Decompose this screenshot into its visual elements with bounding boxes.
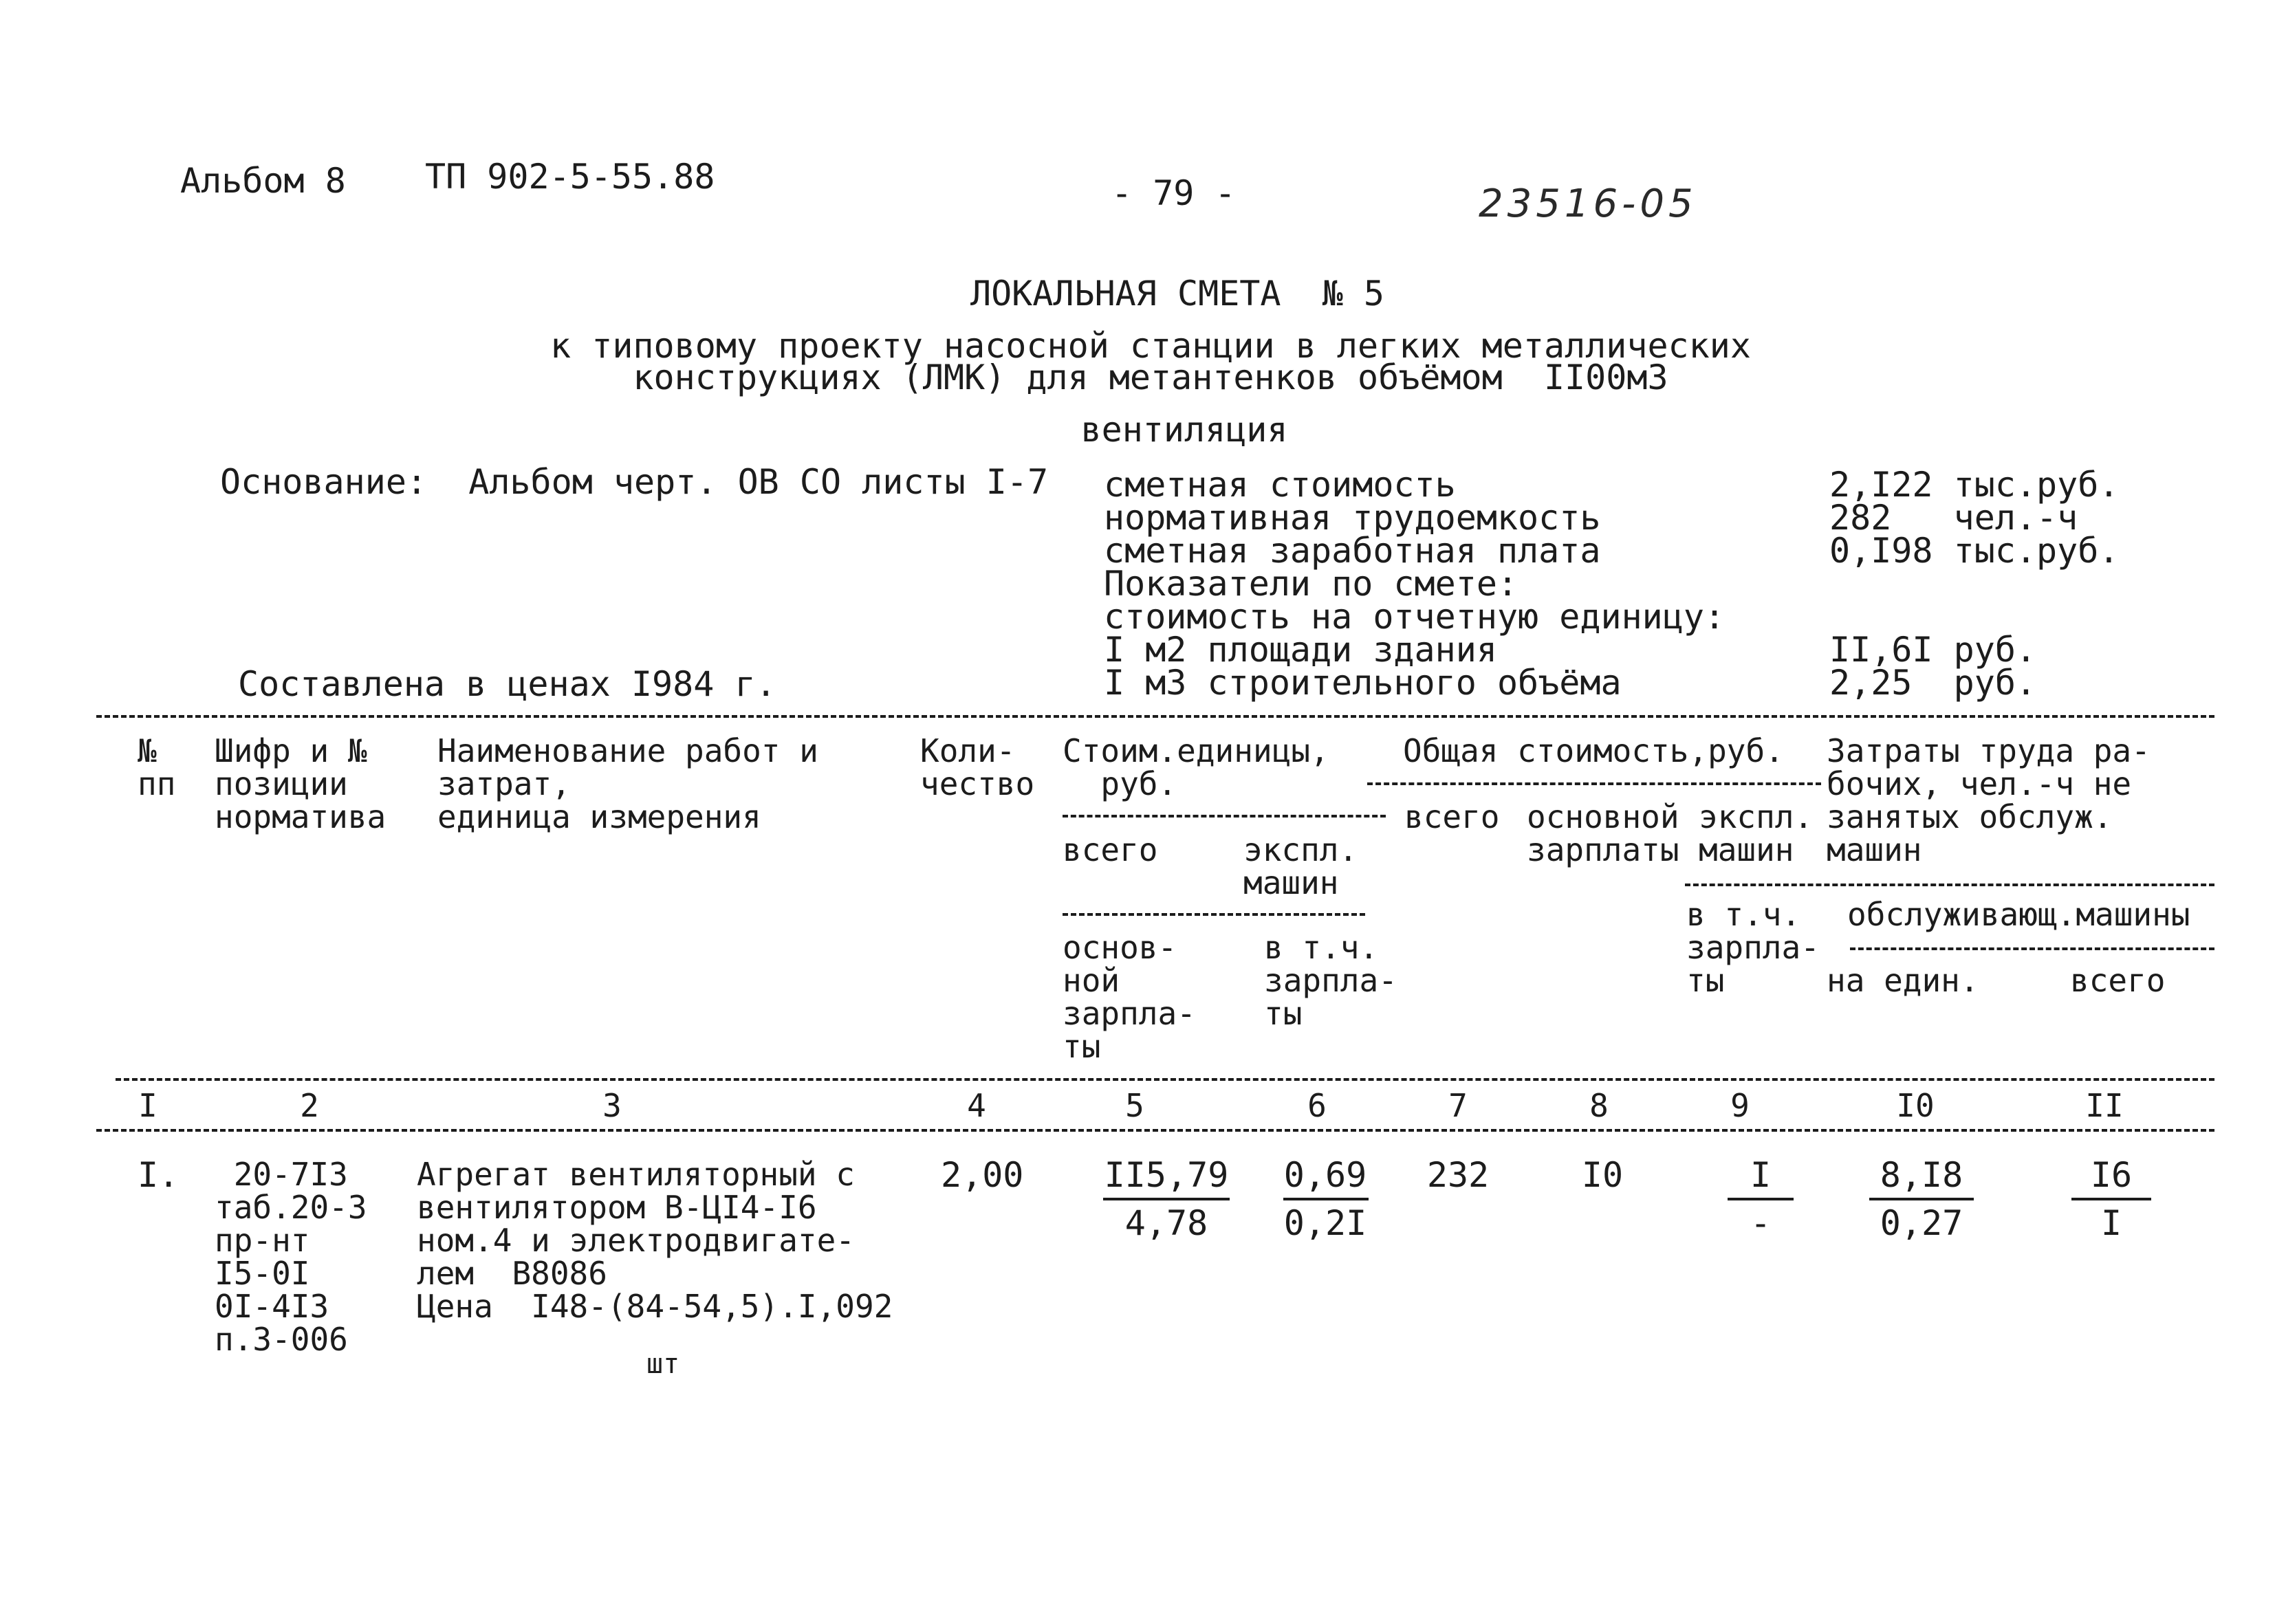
summary-label-labor: нормативная трудоемкость [1104,498,1601,538]
row-unit-total: II5,79 [1104,1155,1229,1195]
column-numbers-row [0,1089,2275,1125]
colnum-2: 2 [300,1087,319,1124]
row-labor-per-unit: 8,I8 [1880,1155,1963,1195]
header-total-machines: экспл. машин [1699,798,1814,868]
row-qty: 2,00 [941,1155,1024,1195]
colnum-1: I [138,1087,157,1124]
labor-total-underline [2071,1198,2151,1200]
row-labor-total: I6 [2090,1155,2133,1195]
row-num: I. [138,1155,179,1195]
column-numbers-top-rule [116,1078,2214,1081]
header-name: Наименование работ и затрат, единица измерения [437,732,818,835]
colnum-7: 7 [1448,1087,1468,1124]
row-unit-incl-wage: 0,2I [1283,1203,1367,1243]
header-labor-service: обслуживающ.машины [1847,896,2190,933]
row-labor-service-total: I [2100,1203,2122,1243]
summary-value-wage: 0,I98 тыс.руб. [1829,531,2120,571]
unit-wage-subrule [1063,913,1365,916]
colnum-5: 5 [1125,1087,1144,1124]
colnum-4: 4 [967,1087,986,1124]
row-unit-machines: 0,69 [1283,1155,1367,1195]
header-total-incl-wage: в т.ч. зарпла- ты [1686,896,1820,999]
header-labor: Затраты труда ра- бочих, чел.-ч не занятых обслуж. машин [1827,732,2151,868]
labor-service-subrule [1850,947,2214,950]
summary-label-indicators: Показатели по смете: [1104,564,1519,604]
summary-label-cost: сметная стоимость [1104,465,1456,505]
header-labor-total: всего [2070,962,2166,999]
summary-label-volume: I м3 строительного объёма [1104,663,1622,703]
header-unit-machines: экспл. машин [1243,831,1358,901]
summary-label-area: I м2 площади здания [1104,630,1497,670]
unit-total-underline [1103,1198,1230,1200]
basis: Основание: Альбом черт. ОВ СО листы I-7 [220,462,1049,502]
row-total-machines: I [1750,1155,1772,1195]
total-machines-underline [1728,1198,1794,1200]
summary-value-cost: 2,I22 тыс.руб. [1829,465,2120,505]
summary-label-wage: сметная заработная плата [1104,531,1601,571]
colnum-3: 3 [602,1087,622,1124]
section-name: вентиляция [1080,410,1288,450]
colnum-11: II [2085,1087,2124,1124]
row-total-wage: I0 [1581,1155,1624,1195]
colnum-10: I0 [1896,1087,1935,1124]
project-code: ТП 902-5-55.88 [425,157,715,197]
labor-per-unit-underline [1869,1198,1974,1200]
colnum-9: 9 [1730,1087,1750,1124]
summary-value-area: II,6I руб. [1829,630,2037,670]
header-total-wage: основной зарплаты [1527,798,1679,868]
header-code: Шифр и № позиции норматива [215,732,387,835]
total-cost-subrule [1367,782,1821,785]
row-unit: шт [646,1348,680,1380]
header-unit-incl-wage: в т.ч. зарпла- ты [1264,929,1397,1032]
summary-label-per-unit: стоимость на отчетную единицу: [1104,597,1726,637]
title-line-1: к типовому проекту насосной станции в легких металлических [550,326,1751,366]
header-unit-total: всего [1063,831,1158,868]
row-total-incl-wage: - [1750,1203,1772,1243]
table-row [0,1155,2275,1380]
row-name: Агрегат вентиляторный с вентилятором В-ЦI4-I6 ном.4 и электродвигате- лем В8086 Цена I48-(84-54,5).I,092 [417,1156,893,1325]
estimate-title: ЛОКАЛЬНАЯ СМЕТА № 5 [970,274,1385,314]
header-labor-per-unit: на един. [1827,962,1979,999]
labor-subrule [1685,884,2214,886]
table-top-rule [96,715,2214,718]
header-num: № пп [138,732,176,802]
page-number: - 79 - [1111,173,1236,213]
unit-machines-underline [1283,1198,1369,1200]
column-numbers-bottom-rule [96,1129,2214,1132]
row-labor-service-per-unit: 0,27 [1880,1203,1963,1243]
album-label: Альбом 8 [180,161,346,201]
row-code: 20-7I3 таб.20-3 пр-нт I5-0I 0I-4I3 п.3-006 [215,1156,367,1358]
colnum-6: 6 [1307,1087,1327,1124]
header-unit-wage: основ- ной зарпла- ты [1063,929,1196,1065]
header-total-all: всего [1404,798,1500,835]
summary-value-volume: 2,25 руб. [1829,663,2037,703]
summary-value-labor: 282 чел.-ч [1829,498,2078,538]
row-unit-wage: 4,78 [1124,1203,1208,1243]
header-total-cost: Общая стоимость,руб. [1403,732,1784,769]
header-unit-cost: Стоим.единицы, руб. [1063,732,1329,802]
unit-cost-subrule [1063,815,1386,818]
row-total-all: 232 [1426,1155,1490,1195]
colnum-8: 8 [1589,1087,1609,1124]
handwritten-code: 23516-05 [1479,182,1697,226]
composed-prices: Составлена в ценах I984 г. [238,664,776,704]
header-qty: Коли- чество [920,732,1035,802]
title-line-2: конструкциях (ЛМК) для метантенков объёмом II00м3 [633,358,1668,397]
